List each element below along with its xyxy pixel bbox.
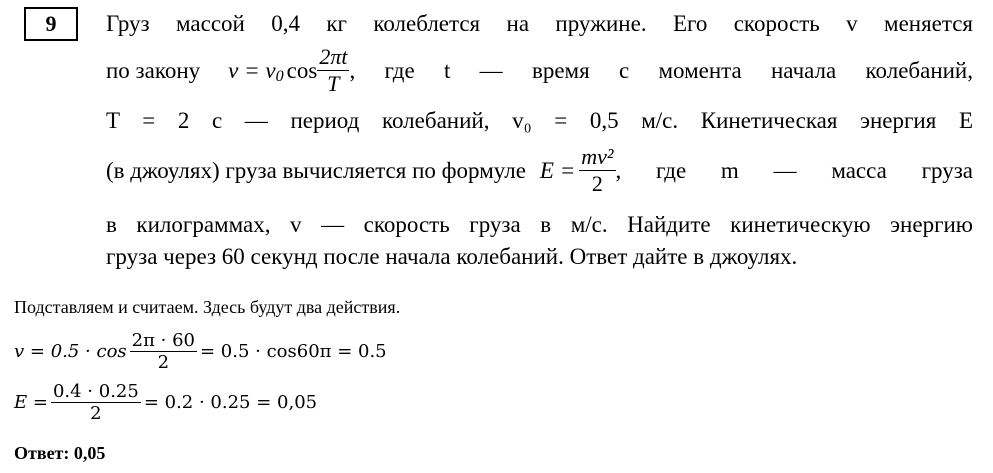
solution-equation-2: [14, 381, 317, 424]
formula-e-fraction: [579, 144, 615, 197]
formula-v-numerator: 2πt: [319, 44, 348, 69]
formula-v-sub: 0: [275, 67, 284, 85]
formula-v-fraction: [317, 44, 349, 97]
formula-e-denominator: 2: [579, 170, 615, 197]
task-number-box: [24, 7, 78, 41]
task-line-5: в килограммах, v — скорость груза в м/с. Найдите кинетическую энергию: [106, 212, 973, 237]
task-line-2-suffix: , где t — время с момента начала колебаний,: [349, 57, 973, 83]
formula-e-lhs: E =: [539, 157, 576, 183]
eq2-fraction: [51, 381, 141, 424]
eq2-denominator: 2: [51, 402, 141, 424]
task-line-4-suffix: , где m — масса груза: [615, 157, 973, 183]
solution-answer: Ответ: 0,05: [14, 443, 106, 463]
task-line-1: Груз массой 0,4 кг колеблется на пружине. Его скорость v меняется: [106, 11, 973, 36]
eq1-rhs: = 0.5 · cos60π = 0.5: [200, 341, 387, 362]
eq1-lhs: v = 0.5 · cos: [14, 341, 127, 362]
task-line-2-prefix: по закону: [106, 57, 201, 83]
solution-intro: Подставляем и считаем. Здесь будут два действия.: [14, 297, 401, 317]
eq2-rhs: = 0.2 · 0.25 = 0,05: [143, 392, 318, 413]
task-line-6: груза через 60 секунд после начала колебаний. Ответ дайте в джоулях.: [106, 244, 798, 269]
formula-v-denominator: T: [317, 70, 349, 97]
eq2-lhs: E =: [14, 392, 48, 413]
formula-e-numerator: mv²: [581, 144, 614, 169]
formula-v-lhs: v = v: [228, 57, 276, 83]
eq2-numerator: 0.4 · 0.25: [52, 381, 139, 402]
task-line-3: T = 2 с — период колебаний, v₀ = 0,5 м/с. Кинетическая энергия E: [106, 108, 973, 133]
eq1-fraction: [130, 330, 197, 373]
solution-equation-1: [14, 330, 387, 373]
task-line-4: [106, 144, 973, 197]
eq1-numerator: 2π · 60: [131, 330, 195, 351]
task-line-4-prefix: (в джоулях) груза вычисляется по формуле: [106, 157, 526, 183]
formula-cos: cos: [286, 57, 318, 83]
eq1-denominator: 2: [130, 351, 197, 373]
task-number: 9: [45, 11, 57, 36]
task-line-2: [106, 44, 973, 97]
